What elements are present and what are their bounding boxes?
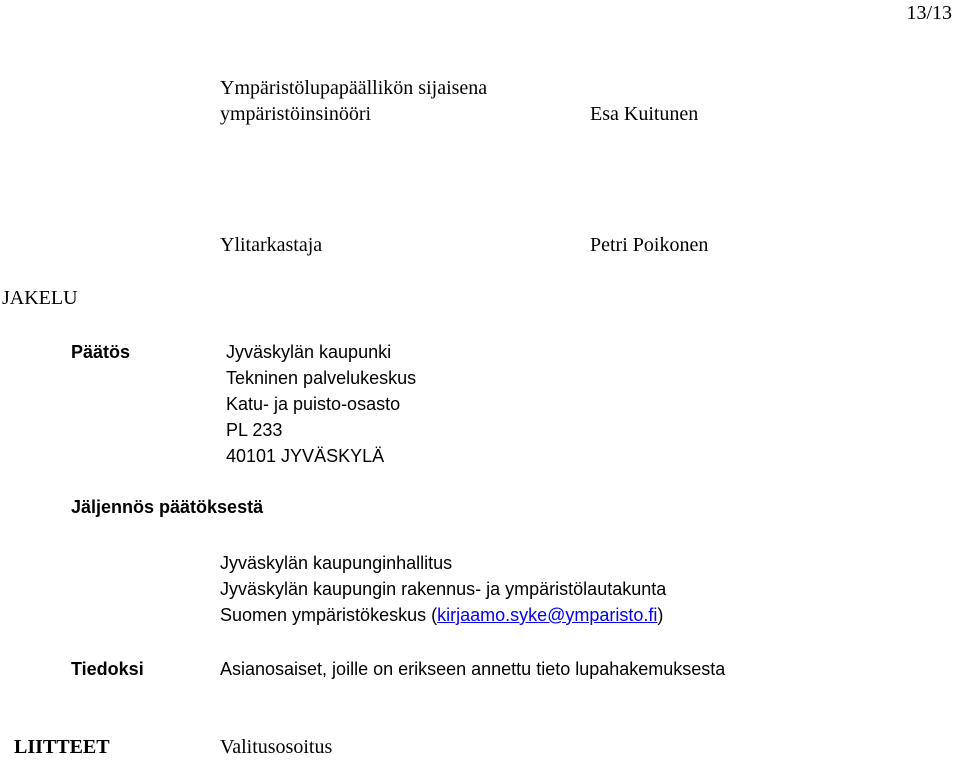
signature-name-2: Petri Poikonen	[590, 234, 709, 256]
address-line: Tekninen palvelukeskus	[226, 368, 417, 388]
tiedoksi-text: Asianosaiset, joille on erikseen annettu tieto lupahakemuksesta	[220, 659, 726, 679]
recipient-line: Jyväskylän kaupunginhallitus	[220, 553, 453, 573]
jaljennos-label: Jäljennös päätöksestä	[71, 497, 264, 517]
syke-suffix: )	[657, 605, 664, 625]
signature-name-1: Esa Kuitunen	[590, 103, 699, 125]
page-number: 13/13	[906, 2, 952, 24]
address-line: PL 233	[226, 420, 283, 440]
signature-title-1	[220, 75, 487, 127]
signature-title-line: Ympäristölupapäällikön sijaisena	[220, 77, 488, 99]
syke-email-link[interactable]: kirjaamo.syke@ymparisto.fi	[437, 605, 658, 625]
syke-prefix: Suomen ympäristökeskus (	[220, 605, 438, 625]
paatos-label: Päätös	[71, 342, 131, 362]
jakelu-heading: JAKELU	[2, 287, 78, 309]
liitteet-item: Valitusosoitus	[220, 736, 333, 758]
signature-title-line: ympäristöinsinööri	[220, 103, 372, 125]
address-line: Katu- ja puisto-osasto	[226, 394, 401, 414]
recipient-line: Jyväskylän kaupungin rakennus- ja ympäristölautakunta	[220, 579, 667, 599]
tiedoksi-label: Tiedoksi	[71, 659, 144, 679]
recipient-line-syke	[220, 602, 666, 628]
signature-title-2: Ylitarkastaja	[220, 234, 323, 256]
address-line: Jyväskylän kaupunki	[226, 342, 392, 362]
jaljennos-recipients	[220, 550, 666, 628]
address-line: 40101 JYVÄSKYLÄ	[226, 446, 385, 466]
liitteet-heading: LIITTEET	[14, 736, 110, 758]
paatos-recipient	[226, 339, 416, 469]
